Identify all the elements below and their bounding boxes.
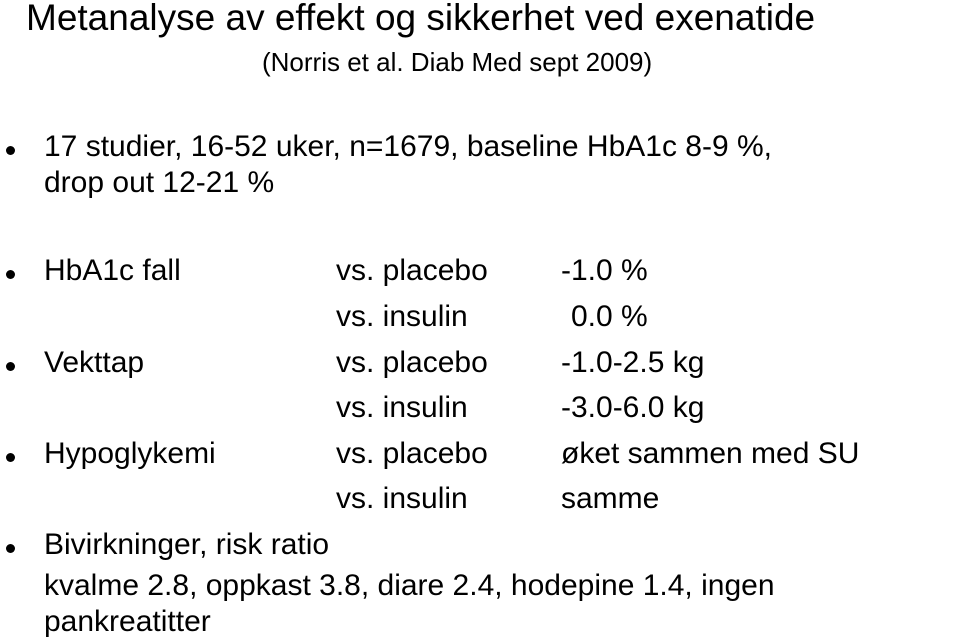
vekttap-label: Vekttap	[44, 346, 145, 379]
study-summary-line1: 17 studier, 16-52 uker, n=1679, baseline HbA1c 8-9 %,	[44, 130, 772, 163]
slide-subtitle: (Norris et al. Diab Med sept 2009)	[262, 47, 653, 77]
vekttap-placebo-value: -1.0-2.5 kg	[561, 346, 705, 379]
slide-title: Metanalyse av effekt og sikkerhet ved exenatide	[26, 0, 816, 38]
bullet-dot	[6, 544, 15, 553]
hba1c-placebo-value: -1.0 %	[561, 254, 648, 287]
vekttap-placebo-comparator: vs. placebo	[336, 346, 488, 379]
bullet-dot	[6, 362, 15, 371]
hypo-placebo-value: øket sammen med SU	[561, 437, 860, 470]
bullet-dot	[6, 453, 15, 462]
hba1c-insulin-comparator: vs. insulin	[336, 300, 468, 333]
hba1c-insulin-value: 0.0 %	[571, 300, 648, 333]
bivirk-detail-line1: kvalme 2.8, oppkast 3.8, diare 2.4, hodepine 1.4, ingen	[44, 569, 775, 602]
vekttap-insulin-comparator: vs. insulin	[336, 391, 468, 424]
bullet-dot	[6, 146, 15, 155]
bivirk-detail-line2: pankreatitter	[44, 605, 211, 638]
hypo-insulin-comparator: vs. insulin	[336, 482, 468, 515]
study-summary-line2: drop out 12-21 %	[44, 166, 275, 199]
bullet-dot	[6, 270, 15, 279]
hypo-insulin-value: samme	[561, 482, 660, 515]
hba1c-placebo-comparator: vs. placebo	[336, 254, 488, 287]
hypo-label: Hypoglykemi	[44, 437, 216, 470]
vekttap-insulin-value: -3.0-6.0 kg	[561, 391, 705, 424]
hba1c-label: HbA1c fall	[44, 254, 181, 287]
bivirk-label: Bivirkninger, risk ratio	[44, 528, 330, 561]
hypo-placebo-comparator: vs. placebo	[336, 437, 488, 470]
